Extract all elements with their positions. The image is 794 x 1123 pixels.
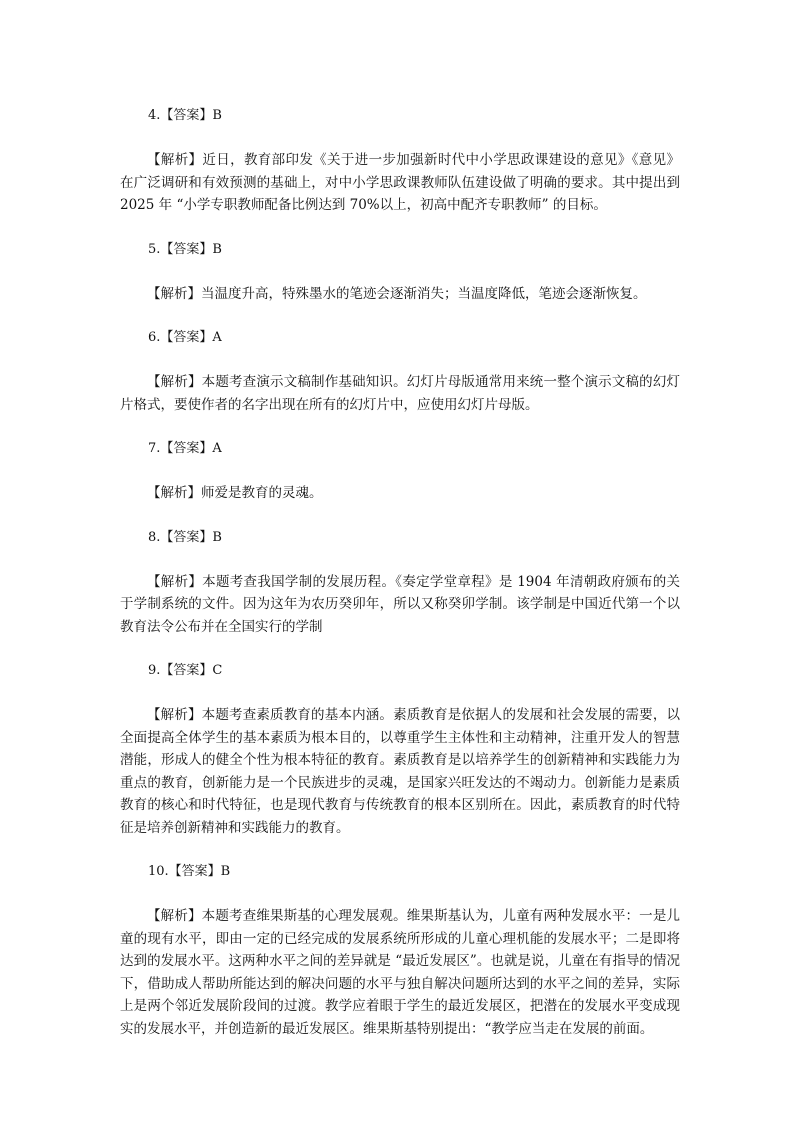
question-6 bbox=[120, 327, 680, 416]
answer-line: 4.【答案】B bbox=[148, 108, 222, 123]
analysis-paragraph: 【解析】近日，教育部印发《关于进一步加强新时代中小学思政课建设的意见》《意见》在广泛调研和有效预测的基础上，对中小学思政课教师队伍建设做了明确的要求。其中提出到 2025 年 “小学专职教师配备比例达到 70%以上，初高中配齐专职教师” 的目标。 bbox=[120, 152, 680, 213]
analysis-paragraph: 【解析】师爱是教育的灵魂。 bbox=[147, 485, 323, 501]
answer-line: 9.【答案】C bbox=[148, 663, 223, 678]
question-4 bbox=[120, 105, 680, 217]
analysis-paragraph: 【解析】本题考查我国学制的发展历程。《奏定学堂章程》是 1904 年清朝政府颁布的关于学制系统的文件。因为这年为农历癸卯年，所以又称癸卯学制。该学制是中国近代第一个以教育法令公布并在全国实行的学制 bbox=[120, 573, 680, 635]
answer-line: 6.【答案】A bbox=[148, 330, 222, 345]
question-10 bbox=[120, 861, 680, 1040]
analysis-paragraph: 【解析】当温度升高，特殊墨水的笔迹会逐渐消失；当温度降低，笔迹会逐渐恢复。 bbox=[147, 285, 647, 302]
analysis-paragraph: 【解析】本题考查素质教育的基本内涵。素质教育是依据人的发展和社会发展的需要，以全面提高全体学生的基本素质为根本目的，以尊重学生主体性和主动精神，注重开发人的智慧潜能，形成人的健全个性为根本特征的教育。素质教育是以培养学生的创新精神和实践能力为重点的教育，创新能力是一个民族进步的灵魂，是国家兴旺发达的不竭动力。创新能力是素质教育的核心和时代特征，也是现代教育与传统教育的根本区别所在。因此，素质教育的时代特征是培养创新精神和实践能力的教育。 bbox=[120, 707, 680, 836]
question-7 bbox=[120, 438, 680, 505]
answer-line: 10.【答案】B bbox=[148, 864, 231, 879]
answer-line: 5.【答案】B bbox=[148, 241, 222, 257]
answer-line: 7.【答案】A bbox=[148, 441, 222, 456]
answer-line: 8.【答案】B bbox=[148, 529, 222, 545]
analysis-paragraph: 【解析】本题考查演示文稿制作基础知识。幻灯片母版通常用来统一整个演示文稿的幻灯片格式，要使作者的名字出现在所有的幻灯片中，应使用幻灯片母版。 bbox=[120, 374, 680, 413]
question-5 bbox=[120, 239, 680, 306]
answer-key-content bbox=[120, 92, 680, 1062]
analysis-paragraph: 【解析】本题考查维果斯基的心理发展观。维果斯基认为，儿童有两种发展水平：一是儿童的现有水平，即由一定的已经完成的发展系统所形成的儿童心理机能的发展水平；二是即将达到的发展水平。这两种水平之间的差异就是 “最近发展区”。也就是说，儿童在有指导的情况下，借助成人帮助所能达到的解决问题的水平与独自解决问题所达到的水平之间的差异，实际上是两个邻近发展阶段间的过渡。教学应着眼于学生的最近发展区，把潜在的发展水平变成现实的发展水平，并创造新的最近发展区。维果斯基特别提出：“教学应当走在发展的前面。 bbox=[120, 908, 680, 1037]
question-8 bbox=[120, 527, 680, 639]
question-9 bbox=[120, 660, 680, 839]
